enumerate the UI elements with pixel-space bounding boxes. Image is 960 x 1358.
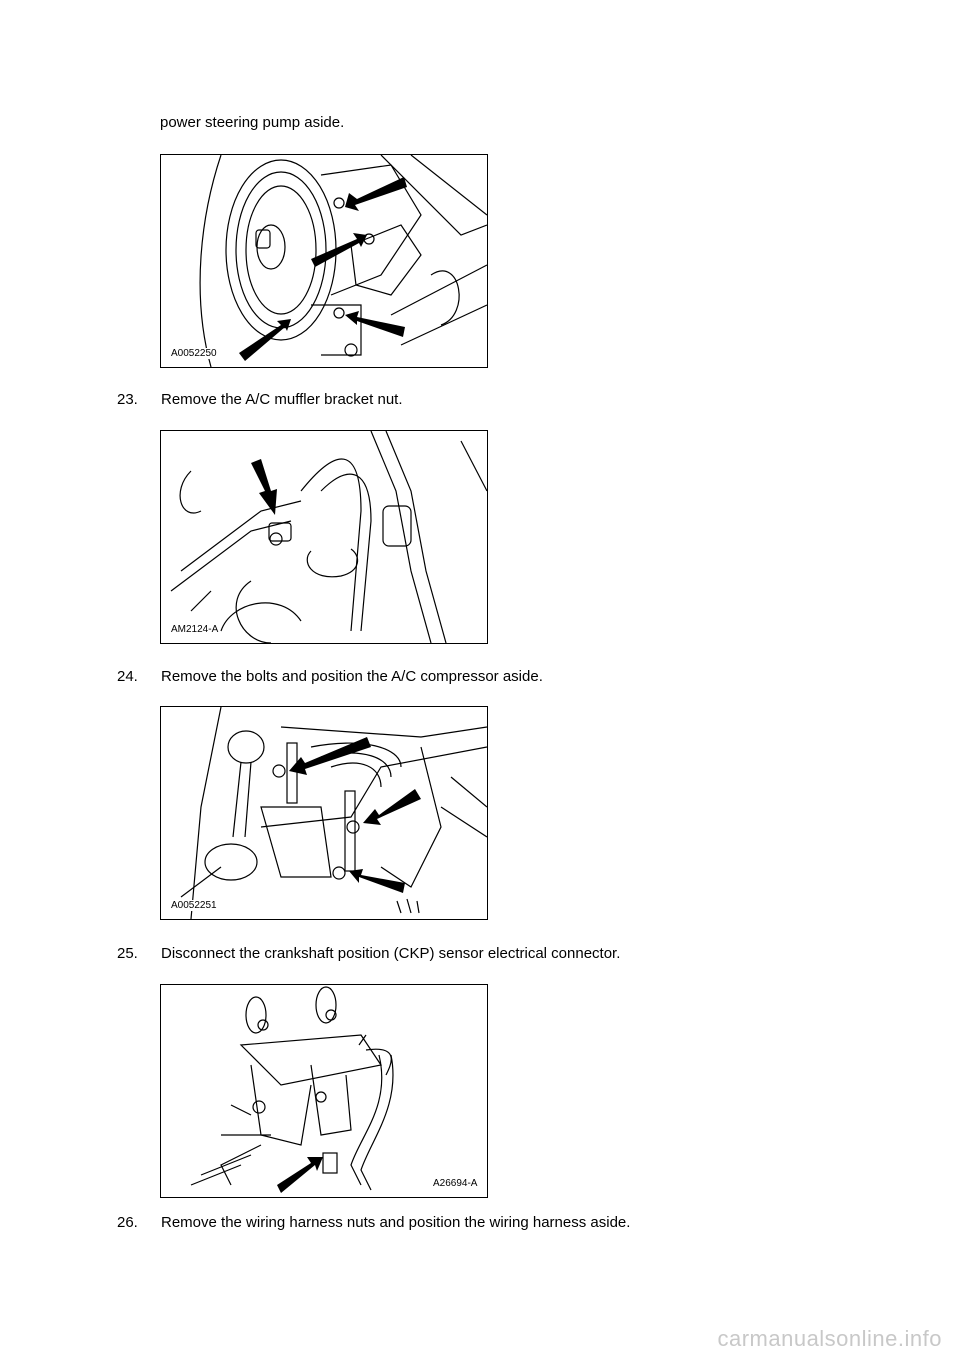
step-text: Remove the wiring harness nuts and position the wiring harness aside. <box>161 1214 631 1231</box>
watermark: carmanualsonline.info <box>717 1326 942 1351</box>
ac-muffler-bracket-illustration <box>161 431 487 643</box>
power-steering-pump-illustration <box>161 155 487 367</box>
figure-ac-muffler-bracket <box>160 430 488 644</box>
step-number: 25. <box>117 945 138 962</box>
step-text: Remove the bolts and position the A/C compressor aside. <box>161 668 543 685</box>
intro-text: power steering pump aside. <box>160 114 345 131</box>
figure-ac-compressor <box>160 706 488 920</box>
figure-id: AM2124-A <box>171 624 219 635</box>
figure-id: A0052250 <box>171 348 217 359</box>
step-text: Remove the A/C muffler bracket nut. <box>161 391 403 408</box>
step-number: 24. <box>117 668 138 685</box>
step-text: Disconnect the crankshaft position (CKP) sensor electrical connector. <box>161 945 621 962</box>
figure-ckp-sensor-connector <box>160 984 488 1198</box>
figure-id: A0052251 <box>171 900 217 911</box>
step-number: 23. <box>117 391 138 408</box>
step-number: 26. <box>117 1214 138 1231</box>
figure-power-steering-pump <box>160 154 488 368</box>
ckp-sensor-connector-illustration <box>161 985 487 1197</box>
figure-id: A26694-A <box>433 1178 478 1189</box>
ac-compressor-illustration <box>161 707 487 919</box>
